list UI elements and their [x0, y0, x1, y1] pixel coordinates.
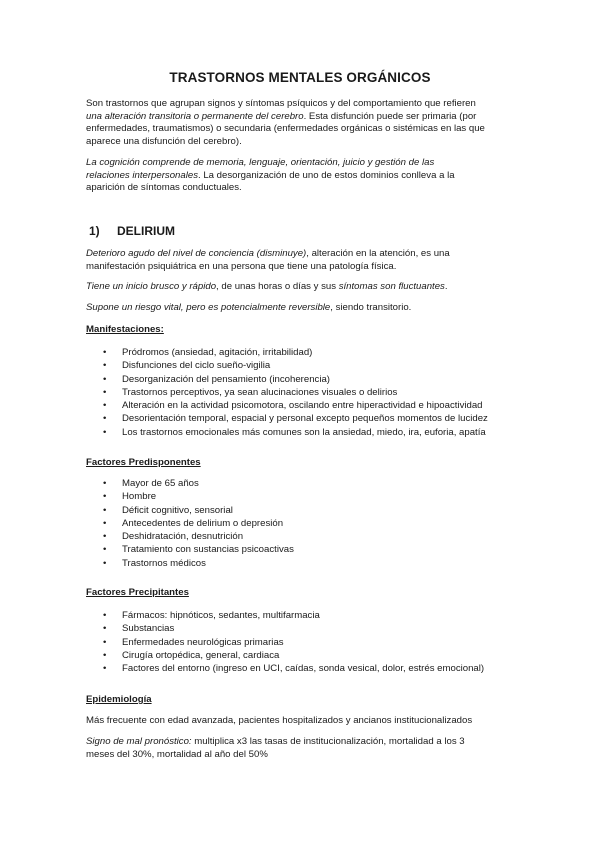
bullet-icon: •: [103, 373, 107, 385]
emphasis: La cognición comprende de memoria, lenguaje, orientación, juicio y gestión de las: [86, 157, 435, 168]
list-item: [86, 609, 526, 622]
text-line: meses del 30%, mortalidad al año del 50%: [86, 748, 268, 760]
text-line: aparece una disfunción del cerebro).: [86, 135, 242, 147]
bullet-icon: •: [103, 517, 107, 529]
emphasis: una alteración transitoria o permanente del cerebro: [86, 110, 304, 122]
text-line: [86, 736, 518, 749]
section-title: DELIRIUM: [117, 224, 175, 238]
text-line: [86, 302, 518, 315]
text-line: [86, 281, 518, 294]
emphasis: Deterioro agudo del nivel de conciencia (disminuye): [86, 248, 307, 259]
text-line: manifestación psiquiátrica en una persona que tiene una patología física.: [86, 260, 397, 272]
text-run: , alteración en la atención, es una: [306, 248, 450, 259]
list-item-text: Antecedentes de delirium o depresión: [122, 517, 284, 529]
list-item: [86, 373, 526, 386]
delirium-paragraph-3: [86, 302, 518, 315]
list-item: [86, 517, 526, 530]
list-item-text: Substancias: [122, 623, 175, 635]
list-item: [86, 622, 526, 635]
list-item-text: Mayor de 65 años: [122, 478, 199, 489]
heading-epidemiologia: Epidemiología: [86, 694, 152, 705]
bullet-icon: •: [103, 531, 107, 543]
text-line: Más frecuente con edad avanzada, pacientes hospitalizados y ancianos institucionalizados: [86, 715, 473, 726]
text-line: enfermedades, traumatismos) o secundaria (enfermedades orgánicas o sistémicas en las que: [86, 123, 485, 135]
list-item-text: Déficit cognitivo, sensorial: [122, 504, 233, 516]
list-item: [86, 399, 526, 412]
text-run: , siendo transitorio.: [330, 302, 412, 313]
bullet-icon: •: [103, 386, 107, 398]
bullet-icon: •: [103, 347, 107, 358]
list-item: [86, 649, 526, 662]
bullet-icon: •: [103, 360, 107, 372]
emphasis: relaciones interpersonales: [86, 169, 198, 181]
text-line: Son trastornos que agrupan signos y síntomas psíquicos y del comportamiento que refieren: [86, 98, 476, 109]
list-manifestaciones: [86, 346, 526, 439]
heading-predisponentes: Factores Predisponentes: [86, 457, 201, 468]
list-item: [86, 543, 526, 556]
page-title: TRASTORNOS MENTALES ORGÁNICOS: [169, 70, 431, 85]
bullet-icon: •: [103, 610, 107, 621]
bullet-icon: •: [103, 413, 107, 425]
bullet-icon: •: [103, 504, 107, 516]
emphasis: síntomas son fluctuantes: [338, 281, 445, 292]
bullet-icon: •: [103, 426, 107, 438]
list-item: [86, 412, 526, 425]
list-item: [86, 477, 526, 490]
text-run: . La desorganización de uno de estos dominios conlleva a la: [198, 169, 455, 181]
bullet-icon: •: [103, 557, 107, 569]
emphasis: Signo de mal pronóstico:: [86, 736, 192, 747]
text-line: [86, 248, 518, 261]
list-item: [86, 557, 526, 570]
list-item-text: Tratamiento con sustancias psicoactivas: [122, 544, 294, 556]
text-line: aparición de síntomas conductuales.: [86, 182, 242, 194]
text-run: .: [444, 281, 448, 292]
list-item: [86, 636, 526, 649]
list-item: [86, 490, 526, 503]
intro-paragraph-2: [86, 157, 518, 195]
list-item: [86, 386, 526, 399]
list-item-text: Disfunciones del ciclo sueño-vigilia: [122, 360, 271, 372]
list-precipitantes: [86, 609, 526, 675]
heading-precipitantes: Factores Precipitantes: [86, 587, 189, 598]
section-heading-delirium: [86, 224, 175, 238]
list-item-text: Pródromos (ansiedad, agitación, irritabilidad): [122, 347, 313, 358]
list-item-text: Desorientación temporal, espacial y personal excepto pequeños momentos de lucidez: [122, 413, 488, 425]
text-line: [86, 157, 518, 170]
bullet-icon: •: [103, 636, 107, 648]
list-item-text: Factores del entorno (ingreso en UCI, caídas, sonda vesical, dolor, estrés emocional): [122, 663, 485, 675]
list-item-text: Fármacos: hipnóticos, sedantes, multifarmacia: [122, 610, 320, 621]
epidemiologia-paragraph-1: [86, 715, 518, 728]
list-item: [86, 530, 526, 543]
heading-manifestaciones: Manifestaciones:: [86, 324, 164, 335]
list-item-text: Los trastornos emocionales más comunes son la ansiedad, miedo, ira, euforia, apatía: [122, 426, 486, 438]
text-run: . Esta disfunción puede ser primaria (por: [303, 110, 477, 122]
bullet-icon: •: [103, 544, 107, 556]
list-item-text: Trastornos médicos: [122, 557, 206, 569]
list-item: [86, 504, 526, 517]
list-item: [86, 346, 526, 359]
bullet-icon: •: [103, 663, 107, 675]
list-item-text: Enfermedades neurológicas primarias: [122, 636, 284, 648]
bullet-icon: •: [103, 478, 107, 489]
bullet-icon: •: [103, 623, 107, 635]
emphasis: Supone un riesgo vital, pero es potencialmente reversible: [86, 302, 331, 313]
bullet-icon: •: [103, 491, 107, 503]
list-item: [86, 426, 526, 439]
text-line: [86, 170, 518, 183]
list-item-text: Desorganización del pensamiento (incoherencia): [122, 373, 330, 385]
list-item-text: Alteración en la actividad psicomotora, oscilando entre hiperactividad e hipoactividad: [122, 400, 483, 412]
emphasis: Tiene un inicio brusco y rápido: [86, 281, 217, 292]
intro-paragraph-1: [86, 98, 518, 148]
list-item-text: Hombre: [122, 491, 157, 503]
list-item: [86, 662, 526, 675]
text-line: [86, 111, 518, 124]
epidemiologia-paragraph-2: [86, 736, 518, 761]
text-run: multiplica x3 las tasas de institucionalización, mortalidad a los 3: [191, 736, 465, 747]
delirium-paragraph-2: [86, 281, 518, 294]
bullet-icon: •: [103, 649, 107, 661]
delirium-paragraph-1: [86, 248, 518, 273]
bullet-icon: •: [103, 400, 107, 412]
list-item-text: Deshidratación, desnutrición: [122, 531, 244, 543]
list-item-text: Cirugía ortopédica, general, cardiaca: [122, 649, 280, 661]
list-item: [86, 359, 526, 372]
list-item-text: Trastornos perceptivos, ya sean alucinaciones visuales o delirios: [122, 386, 398, 398]
section-number: 1): [89, 224, 100, 238]
list-predisponentes: [86, 477, 526, 570]
text-run: , de unas horas o días y sus: [216, 281, 339, 292]
